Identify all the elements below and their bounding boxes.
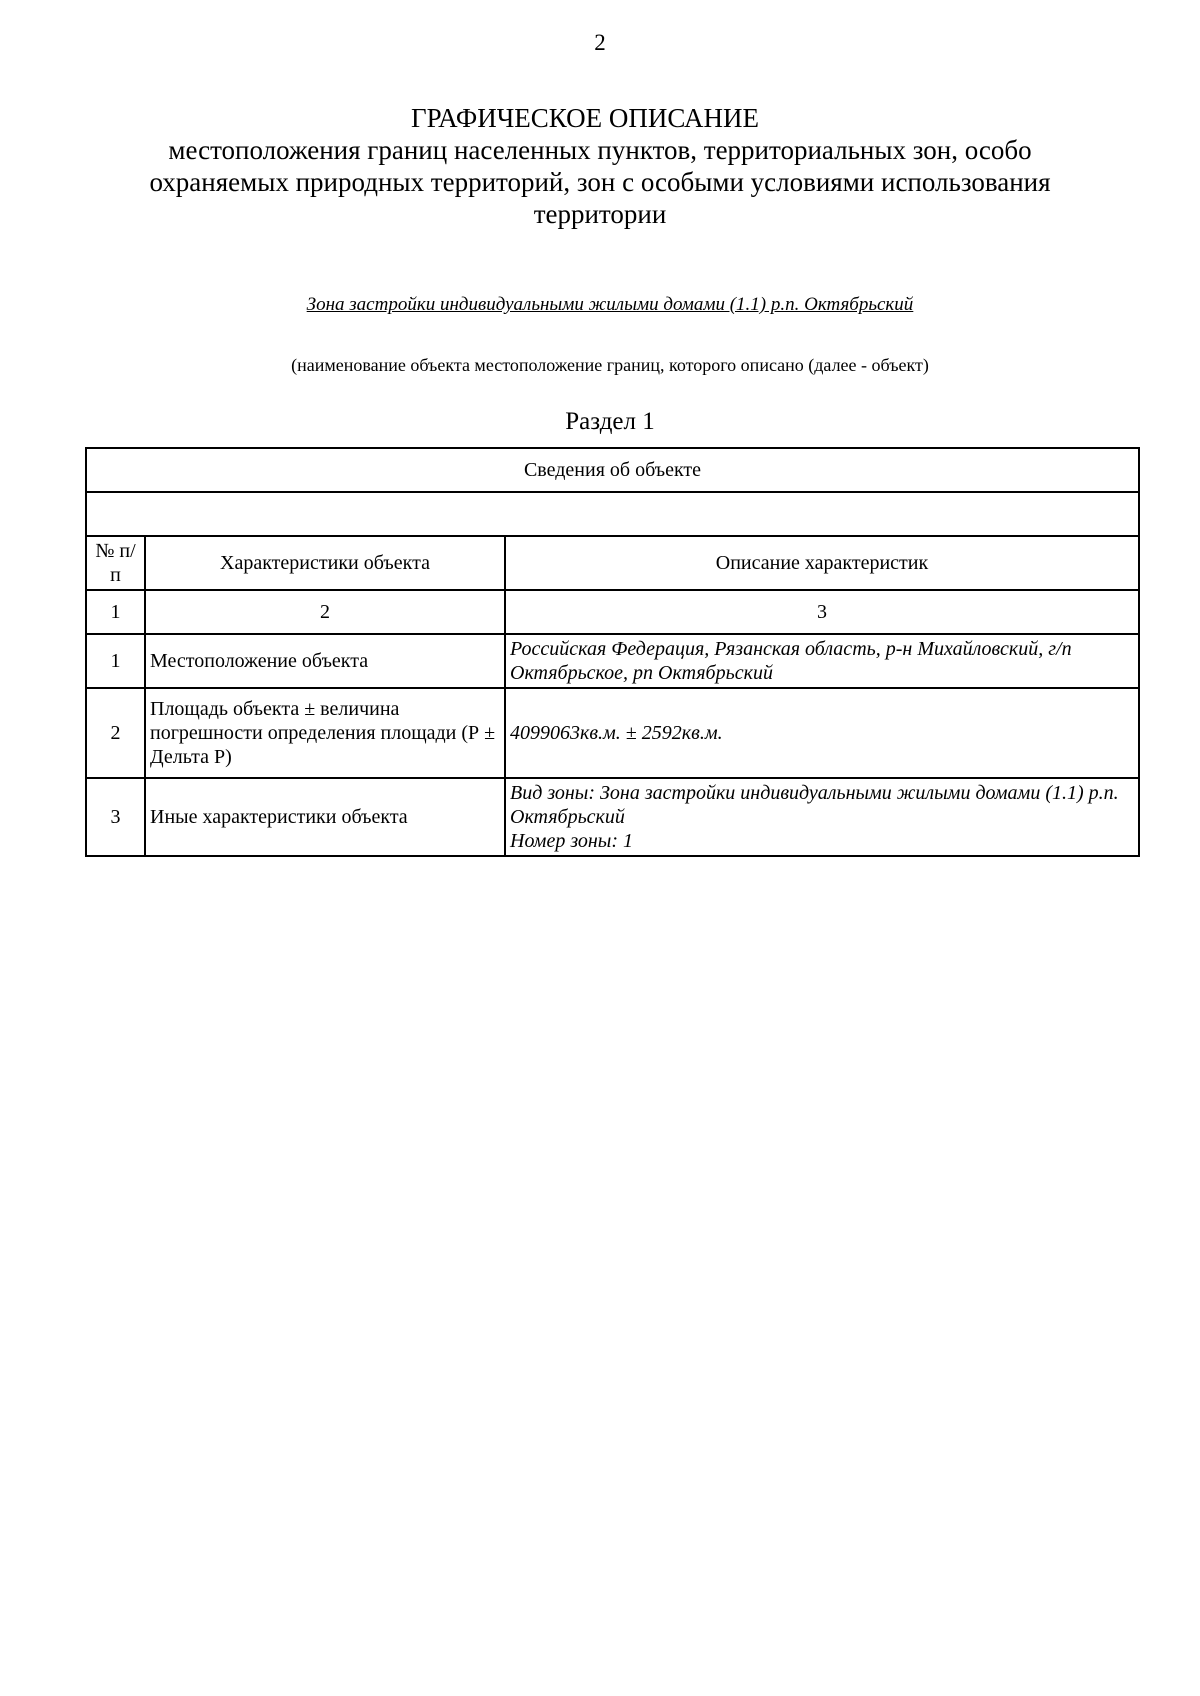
object-info-table [85, 447, 1140, 857]
page-number: 2 [594, 30, 606, 55]
row-num: 3 [86, 778, 145, 856]
object-name-text: Зона застройки индивидуальными жилыми домами (1.1) р.п. Октябрьский [306, 294, 914, 315]
column-number-3: 3 [505, 590, 1139, 634]
section-title: Раздел 1 [565, 408, 655, 435]
table-header: Сведения об объекте [86, 448, 1139, 492]
row-description-line: Вид зоны: Зона застройки индивидуальными жилыми домами (1.1) р.п. Октябрьский [510, 782, 1119, 828]
column-header-description: Описание характеристик [505, 536, 1139, 590]
row-characteristic: Площадь объекта ± величина погрешности определения площади (Р ± Дельта Р) [145, 688, 505, 778]
row-num: 2 [86, 688, 145, 778]
table-column-numbers [86, 590, 1139, 634]
table-empty-row [86, 492, 1139, 536]
object-caption: (наименование объекта местоположение границ, которого описано (далее - объект) [291, 355, 929, 375]
table-row [86, 634, 1139, 688]
row-description [505, 778, 1139, 856]
row-description: 4099063кв.м. ± 2592кв.м. [505, 688, 1139, 778]
row-description: Российская Федерация, Рязанская область, р-н Михайловский, г/п Октябрьское, рп Октябрьский [505, 634, 1139, 688]
row-description-line: Номер зоны: 1 [510, 830, 633, 852]
column-number-2: 2 [145, 590, 505, 634]
column-header-characteristic: Характеристики объекта [145, 536, 505, 590]
table-header-row [86, 448, 1139, 492]
object-name [0, 294, 1200, 316]
table-column-headers [86, 536, 1139, 590]
column-number-1: 1 [86, 590, 145, 634]
row-characteristic: Местоположение объекта [145, 634, 505, 688]
document-subtitle: местоположения границ населенных пунктов, территориальных зон, особо охраняемых природных территорий, зон с особыми условиями использования территории [149, 135, 1051, 229]
table-row [86, 778, 1139, 856]
column-header-num: № п/п [86, 536, 145, 590]
table-empty-cell [86, 492, 1139, 536]
row-characteristic: Иные характеристики объекта [145, 778, 505, 856]
table-row [86, 688, 1139, 778]
document-title: ГРАФИЧЕСКОЕ ОПИСАНИЕ [410, 103, 760, 133]
row-num: 1 [86, 634, 145, 688]
